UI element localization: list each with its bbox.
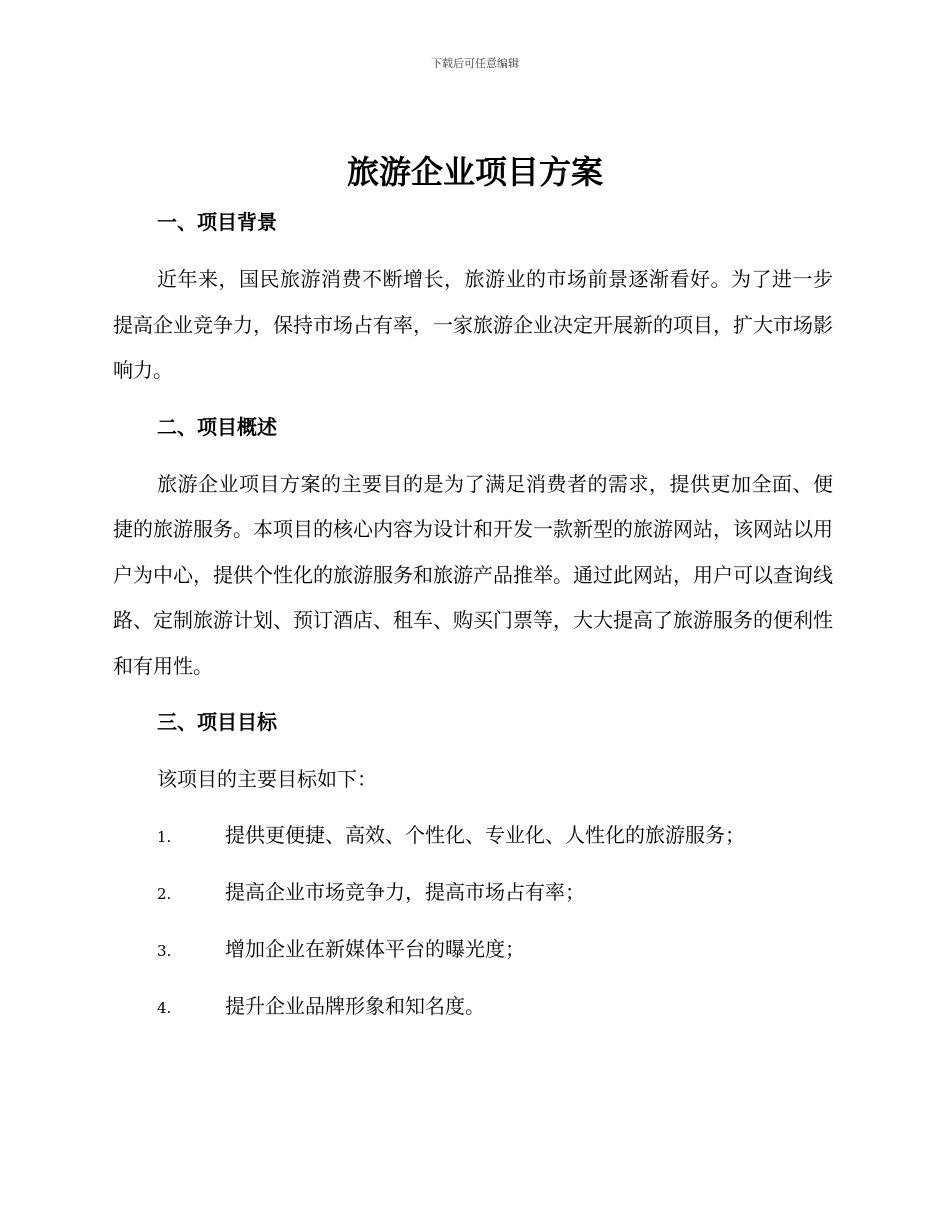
section-heading: 二、项目概述 <box>157 414 277 439</box>
list-item <box>113 813 833 870</box>
paragraph: 近年来，国民旅游消费不断增长，旅游业的市场前景逐渐看好。为了进一步提高企业竞争力，保持市场占有率，一家旅游企业决定开展新的项目，扩大市场影响力。 <box>113 267 833 382</box>
paragraph: 旅游企业项目方案的主要目的是为了满足消费者的需求，提供更加全面、便捷的旅游服务。本项目的核心内容为设计和开发一款新型的旅游网站，该网站以用户为中心，提供个性化的旅游服务和旅游产品推举。通过此网站，用户可以查询线路、定制旅游计划、预订酒店、租车、购买门票等，大大提高了旅游服务的便利性和有用性。 <box>113 471 833 678</box>
list-item <box>113 870 833 927</box>
section-goals <box>113 705 833 1041</box>
section-heading: 一、项目背景 <box>157 210 277 234</box>
running-header: 下载后可任意编辑 <box>431 57 519 70</box>
list-text: 提高企业市场竞争力，提高市场占有率； <box>225 879 585 904</box>
document-body <box>113 205 833 1041</box>
list-number: 4. <box>157 998 172 1017</box>
list-text: 提升企业品牌形象和知名度。 <box>225 993 485 1018</box>
document-title: 旅游企业项目方案 <box>346 153 603 191</box>
list-item <box>113 984 833 1041</box>
section-heading: 三、项目目标 <box>157 710 277 734</box>
goals-list <box>113 813 833 1041</box>
paragraph: 该项目的主要目标如下： <box>157 767 377 791</box>
section-background <box>113 205 833 410</box>
list-number: 3. <box>157 941 172 960</box>
list-text: 提供更便捷、高效、个性化、专业化、人性化的旅游服务； <box>225 822 745 847</box>
section-overview <box>113 410 833 706</box>
list-text: 增加企业在新媒体平台的曝光度； <box>225 936 525 961</box>
list-number: 2. <box>157 884 172 903</box>
list-item <box>113 927 833 984</box>
list-number: 1. <box>157 827 172 846</box>
